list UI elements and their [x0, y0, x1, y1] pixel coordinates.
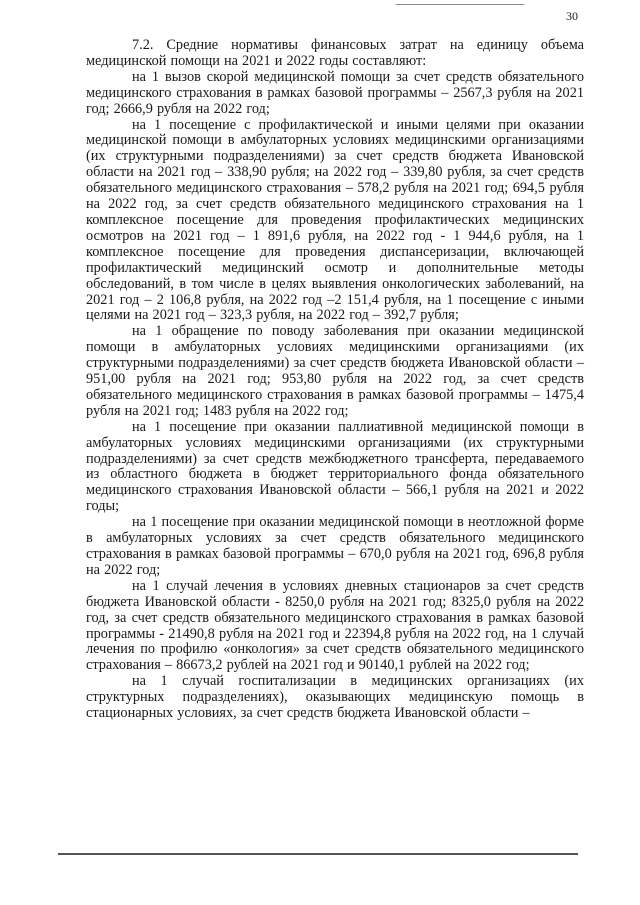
- section-heading-7-2: 7.2. Средние нормативы финансовых затрат на единицу объема медицинской помощи на 2021 и 2022 годы составляют:: [86, 37, 584, 69]
- page-number: 30: [566, 9, 578, 23]
- paragraph-urgent-visit: на 1 посещение при оказании медицинской помощи в неотложной форме в амбулаторных условиях за счет средств обязательного медицинского страхования в рамках базовой программы – 670,0 рубля на 2021 год, 696,8 рубля на 2022 год;: [86, 514, 584, 578]
- paragraph-palliative-visit: на 1 посещение при оказании паллиативной медицинской помощи в амбулаторных условиях медицинскими организациями (их структурными подразделениями) за счет средств межбюджетного трансферта, передаваемого из областного бюджета в бюджет территориального фонда обязательного медицинского страхования Ивановской области – 566,1 рубля на 2021 и 2022 годы;: [86, 418, 584, 515]
- paragraph-day-hospital: на 1 случай лечения в условиях дневных стационаров за счет средств бюджета Ивановской области - 8250,0 рубля на 2021 год; 8325,0 рубля на 2022 год, за счет средств обязательного медицинского страхования в рамках базовой программы - 21490,8 рубля на 2021 год и 22394,8 рубля на 2022 год, на 1 случай лечения по профилю «онкология» за счет средств обязательного медицинского страхования – 86673,2 рублей на 2021 год и 90140,1 рублей на 2022 год;: [86, 577, 584, 674]
- document-body: [86, 38, 584, 722]
- paragraph-hospitalization: на 1 случай госпитализации в медицинских организациях (их структурных подразделениях), оказывающих медицинскую помощь в стационарных условиях, за счет средств бюджета Ивановской области –: [86, 673, 584, 722]
- paragraph-disease-appeal: на 1 обращение по поводу заболевания при оказании медицинской помощи в амбулаторных условиях медицинскими организациями (их структурными подразделениями) за счет средств бюджета Ивановской области – 951,00 рубля на 2021 год; 953,80 рубля на 2022 год, за счет средств обязательного медицинского страхования в рамках базовой программы – 1475,4 рубля на 2021 год; 1483 рубля на 2022 год;: [86, 323, 584, 419]
- scan-artifact-bottom-line: [58, 853, 578, 855]
- paragraph-ambulance-call: на 1 вызов скорой медицинской помощи за счет средств обязательного медицинского страхования в рамках базовой программы – 2567,3 рубля на 2021 год; 2666,9 рубля на 2022 год;: [86, 68, 584, 117]
- scan-artifact-top-line: [396, 4, 524, 5]
- paragraph-preventive-visit: на 1 посещение с профилактической и иными целями при оказании медицинской помощи в амбулаторных условиях медицинскими организациями (их структурными подразделениями) за счет средств бюджета Ивановской области на 2021 год – 338,90 рубля; на 2022 год – 339,80 рубля, за счет средств обязательного медицинского страхования – 578,2 рубля на 2021 год; 694,5 рубля на 2022 год, за счет средств обязательного медицинского страхования на 1 комплексное посещение для проведения профилактических медицинских осмотров на 2021 год – 1 891,6 рубля, на 2022 год - 1 944,6 рубля, на 1 комплексное посещение для проведения диспансеризации, включающей профилактический медицинский осмотр и дополнительные методы обследований, в том числе в целях выявления онкологических заболеваний, на 2021 год – 2 106,8 рубля, на 2022 год –2 151,4 рубля, на 1 посещение с иными целями на 2021 год – 323,3 рубля, на 2022 год – 392,7 рубля;: [86, 116, 584, 324]
